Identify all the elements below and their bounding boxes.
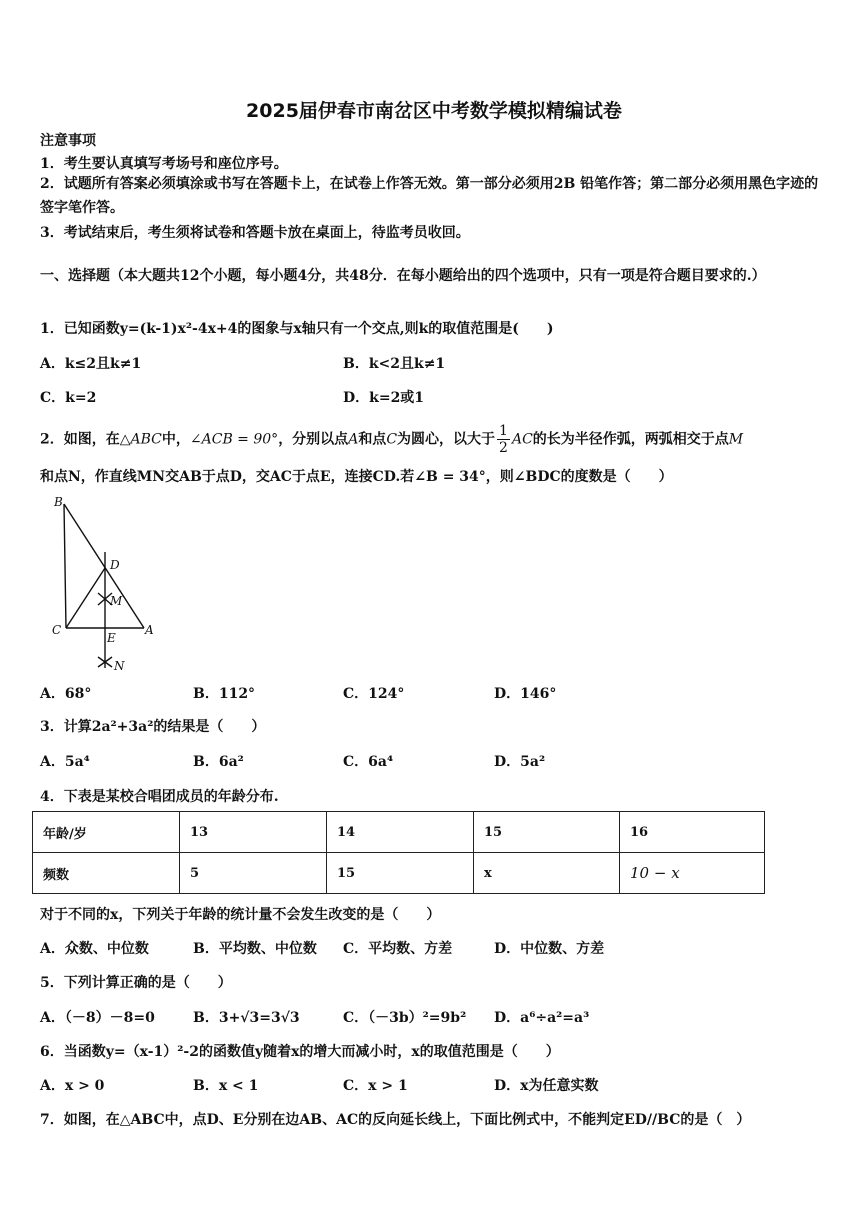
q5-option-d: D．a⁶÷a²=a³ [494, 1010, 590, 1026]
q6-option-b: B．x < 1 [193, 1078, 259, 1094]
table-cell: 年龄/岁 [33, 812, 180, 853]
q4-stem: 4．下表是某校合唱团成员的年龄分布. [40, 789, 279, 805]
q6-stem: 6．当函数y=（x-1）²-2的函数值y随着x的增大而减小时，x的取值范围是（ ） [40, 1044, 560, 1060]
label-m: M [110, 594, 123, 608]
fraction-one-half: $\frac{1}{2}$ [499, 423, 508, 456]
q1-option-a: A．k≤2且k≠1 [40, 356, 142, 372]
side-bc [64, 504, 66, 628]
label-b: B [54, 495, 63, 509]
q1-option-c: C．k=2 [40, 390, 97, 406]
q5-option-a: A．（－8）－8=0 [40, 1010, 155, 1026]
q1-stem: 1．已知函数y=(k-1)x²-4x+4的图象与x轴只有一个交点,则k的取值范围是( ) [40, 321, 554, 337]
q2-option-d: D．146° [494, 686, 557, 702]
q4-question: 对于不同的x，下列关于年龄的统计量不会发生改变的是（ ） [40, 907, 441, 923]
notice-heading: 注意事项 [40, 133, 96, 149]
q2-stem-line1: 2．如图，在△ABC中，∠ACB = 90°，分别以点A和点C为圆心，以大于 $\frac{1}{2}$ AC的长为半径作弧，两弧相交于点M [40, 423, 744, 456]
label-n: N [114, 659, 125, 673]
q4-option-d: D．中位数、方差 [494, 941, 605, 957]
table-row [33, 812, 765, 853]
q5-stem: 5．下列计算正确的是（ ） [40, 975, 232, 991]
q2-option-c: C．124° [343, 686, 405, 702]
q6-option-c: C．x > 1 [343, 1078, 408, 1094]
q5-option-c: C．（－3b）²=9b² [343, 1010, 467, 1026]
age-distribution-table [32, 811, 765, 894]
q2-option-a: A．68° [40, 686, 92, 702]
q2-option-b: B．112° [193, 686, 256, 702]
table-cell: 16 [620, 812, 765, 853]
page-title: 2025届伊春市南岔区中考数学模拟精编试卷 [246, 100, 622, 122]
label-e: E [107, 631, 116, 645]
q7-stem: 7．如图，在△ABC中，点D、E分别在边AB、AC的反向延长线上，下面比例式中，不能判定ED//BC的是（ ） [40, 1112, 751, 1128]
table-cell: 频数 [33, 853, 180, 894]
label-c: C [52, 623, 62, 637]
q6-option-a: A．x > 0 [40, 1078, 105, 1094]
table-cell: 14 [327, 812, 474, 853]
q4-option-b: B．平均数、中位数 [193, 941, 317, 957]
table-cell: 5 [180, 853, 327, 894]
table-row [33, 853, 765, 894]
segment-cd [66, 568, 105, 628]
notice-item-2: 2．试题所有答案必须填涂或书写在答题卡上，在试卷上作答无效。第一部分必须用2B 铅笔作答；第二部分必须用黑色字迹的签字笔作答。 [40, 176, 819, 216]
q2-stem-line2: 和点N，作直线MN交AB于点D，交AC于点E，连接CD.若∠B = 34°，则∠BDC的度数是（ ） [40, 469, 673, 485]
label-a: A [145, 623, 154, 637]
q3-option-b: B．6a² [193, 754, 244, 770]
q3-option-a: A．5a⁴ [40, 754, 90, 770]
table-cell: 13 [180, 812, 327, 853]
q3-option-c: C．6a⁴ [343, 754, 394, 770]
notice-item-1: 1．考生要认真填写考场号和座位序号。 [40, 156, 288, 172]
notice-item-3: 3．考试结束后，考生须将试卷和答题卡放在桌面上，待监考员收回。 [40, 225, 470, 241]
table-cell: 15 [327, 853, 474, 894]
q1-option-d: D．k=2或1 [343, 390, 425, 406]
q6-option-d: D．x为任意实数 [494, 1078, 599, 1094]
section-1-heading: 一、选择题（本大题共12个小题，每小题4分，共48分．在每小题给出的四个选项中，只有一项是符合题目要求的.） [40, 268, 766, 284]
table-cell: 15 [474, 812, 620, 853]
q4-option-a: A．众数、中位数 [40, 941, 149, 957]
q3-option-d: D．5a² [494, 754, 546, 770]
table-cell: x [474, 853, 620, 894]
q5-option-b: B．3+√3=3√3 [193, 1010, 300, 1026]
side-ab [64, 504, 144, 628]
table-cell: 10 − x [620, 853, 765, 894]
q2-triangle-figure [48, 492, 178, 677]
q4-option-c: C．平均数、方差 [343, 941, 453, 957]
label-d: D [110, 558, 120, 572]
q1-option-b: B．k<2且k≠1 [343, 356, 446, 372]
q3-stem: 3．计算2a²+3a²的结果是（ ） [40, 719, 266, 735]
